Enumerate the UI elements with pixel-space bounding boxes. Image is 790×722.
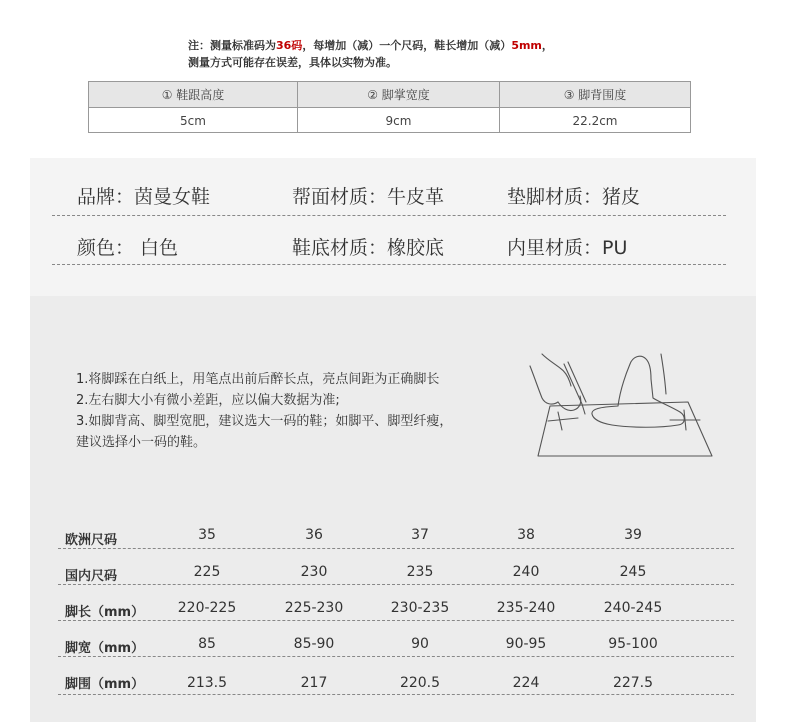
size-cell: 235-240: [496, 600, 556, 616]
row-divider: [58, 548, 734, 549]
measuring-tips: [76, 369, 452, 453]
size-cell: 90: [411, 636, 429, 652]
row-divider: [58, 656, 734, 657]
attr-upper-material: 帮面材质：牛皮革: [292, 186, 445, 208]
foot-measure-icon: [520, 346, 720, 461]
measurement-note: [188, 37, 553, 71]
size-cell: 225: [193, 564, 221, 580]
measurement-table: [88, 81, 691, 133]
size-guide-panel: [30, 296, 756, 722]
size-cell: 38: [517, 527, 535, 543]
size-cell: 230-235: [390, 600, 450, 616]
attr-lining-material: 内里材质：PU: [507, 237, 628, 259]
note-text: 注：测量标准码为: [188, 39, 276, 52]
header-heel-height: ① 鞋跟高度: [161, 88, 225, 102]
table-divider: [297, 82, 298, 132]
size-cell: 95-100: [608, 636, 658, 652]
attr-sole-material: 鞋底材质：橡胶底: [292, 237, 445, 259]
note-text: ，: [541, 39, 553, 52]
size-cell: 37: [411, 527, 429, 543]
size-cell: 235: [406, 564, 434, 580]
row-divider: [58, 584, 734, 585]
size-cell: 217: [300, 675, 328, 691]
header-instep-girth: ③ 脚背围度: [563, 88, 627, 102]
attr-brand: 品牌：茵曼女鞋: [77, 186, 211, 208]
row-label-foot-girth: 脚围（mm）: [65, 677, 145, 692]
tip-item: 1.将脚踩在白纸上，用笔点出前后醉长点，亮点间距为正确脚长: [76, 372, 440, 387]
row-label-eu-size: 欧洲尺码: [65, 533, 118, 548]
size-cell: 85-90: [293, 636, 335, 652]
size-cell: 35: [198, 527, 216, 543]
note-text: ，每增加（减）一个尺码，鞋长增加（减）: [302, 39, 512, 52]
row-label-cn-size: 国内尺码: [65, 569, 118, 584]
row-label-foot-length: 脚长（mm）: [65, 605, 145, 620]
row-divider: [58, 694, 734, 695]
divider-line: [52, 264, 726, 265]
attr-color: 颜色： 白色: [77, 237, 179, 259]
attr-insole-material: 垫脚材质：猪皮: [507, 186, 641, 208]
tip-item: 2.左右脚大小有微小差距，应以偏大数据为准;: [76, 393, 340, 408]
value-sole-width: 9cm: [385, 114, 412, 128]
note-line-1: [188, 37, 553, 54]
table-divider: [499, 82, 500, 132]
value-instep-girth: 22.2cm: [572, 114, 618, 128]
size-cell: 36: [305, 527, 323, 543]
size-cell: 230: [300, 564, 328, 580]
product-attributes: [30, 158, 756, 296]
size-cell: 245: [619, 564, 647, 580]
size-cell: 240-245: [603, 600, 663, 616]
value-heel-height: 5cm: [180, 114, 206, 128]
size-cell: 227.5: [612, 675, 654, 691]
size-cell: 90-95: [505, 636, 547, 652]
size-cell: 220.5: [399, 675, 441, 691]
divider-line: [52, 215, 726, 216]
increment-highlight: 5mm: [511, 39, 542, 52]
size-cell: 213.5: [186, 675, 228, 691]
size-cell: 220-225: [177, 600, 237, 616]
standard-size-highlight: 36码: [276, 39, 303, 52]
size-cell: 39: [624, 527, 642, 543]
header-sole-width: ② 脚掌宽度: [367, 88, 430, 102]
size-cell: 85: [198, 636, 216, 652]
note-line-2: 测量方式可能存在误差，具体以实物为准。: [188, 56, 397, 69]
row-divider: [58, 620, 734, 621]
size-cell: 225-230: [284, 600, 344, 616]
row-label-foot-width: 脚宽（mm）: [65, 641, 145, 656]
tip-item: 3.如脚背高、脚型宽肥，建议选大一码的鞋；如脚平、脚型纤瘦，: [76, 414, 453, 429]
size-cell: 240: [512, 564, 540, 580]
size-cell: 224: [512, 675, 540, 691]
tip-item: 建议选择小一码的鞋。: [76, 435, 207, 450]
